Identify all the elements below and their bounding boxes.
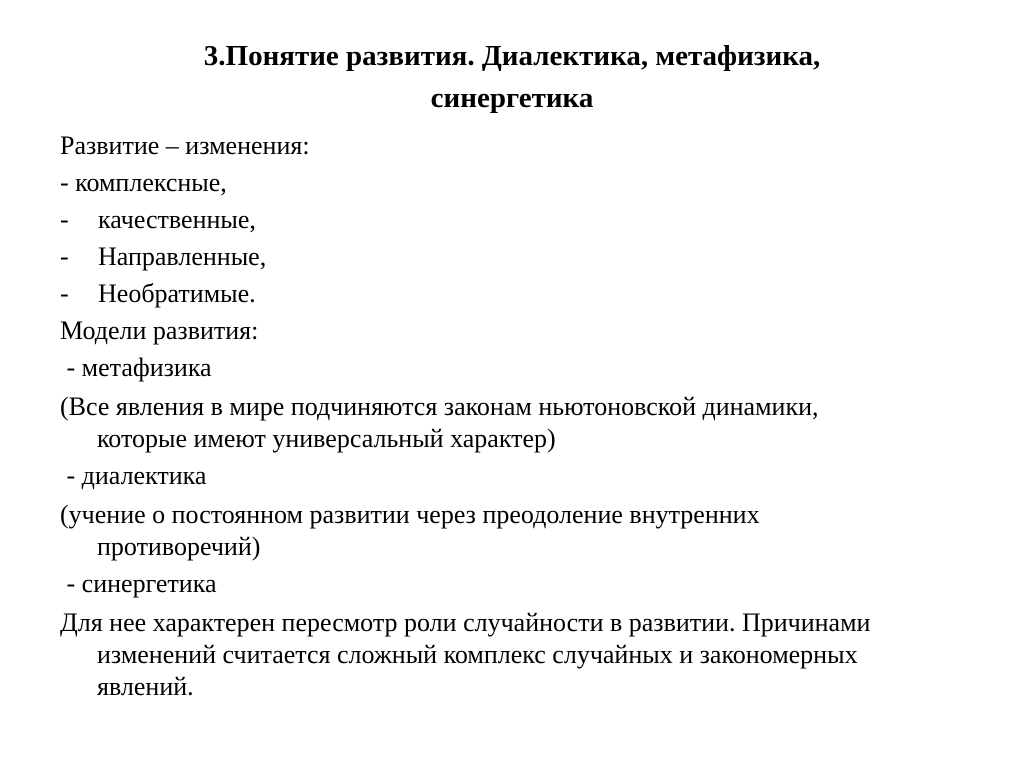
list-item-text: качественные, [98,205,256,234]
synergetics-desc-line-1: Для нее характерен пересмотр роли случайности в развитии. Причинами [60,608,871,637]
list-item-complex: - комплексные, [60,168,227,197]
synergetics-desc-line-2: изменений считается сложный комплекс случайных и закономерных [97,640,858,669]
list-item-text: Необратимые. [98,279,256,308]
synergetics-desc-line-3: явлений. [97,672,194,701]
list-dash: - [60,205,69,234]
model-dialectics: - диалектика [60,461,207,490]
metaphysics-desc-line-2: которые имеют универсальный характер) [97,424,556,453]
slide-title [60,35,964,119]
metaphysics-desc-line-1: (Все явления в мире подчиняются законам ньютоновской динамики, [60,392,819,421]
intro-line: Развитие – изменения: [60,131,310,160]
title-line-2: синергетика [430,82,594,114]
dialectics-desc-line-2: противоречий) [97,532,261,561]
model-metaphysics: - метафизика [60,353,212,382]
model-synergetics: - синергетика [60,569,217,598]
models-heading: Модели развития: [60,316,259,345]
list-dash: - [60,242,69,271]
title-line-1: 3.Понятие развития. Диалектика, метафизика, [203,40,821,72]
list-dash: - [60,279,69,308]
list-item-text: Направленные, [98,242,267,271]
dialectics-desc-line-1: (учение о постоянном развитии через преодоление внутренних [60,500,760,529]
